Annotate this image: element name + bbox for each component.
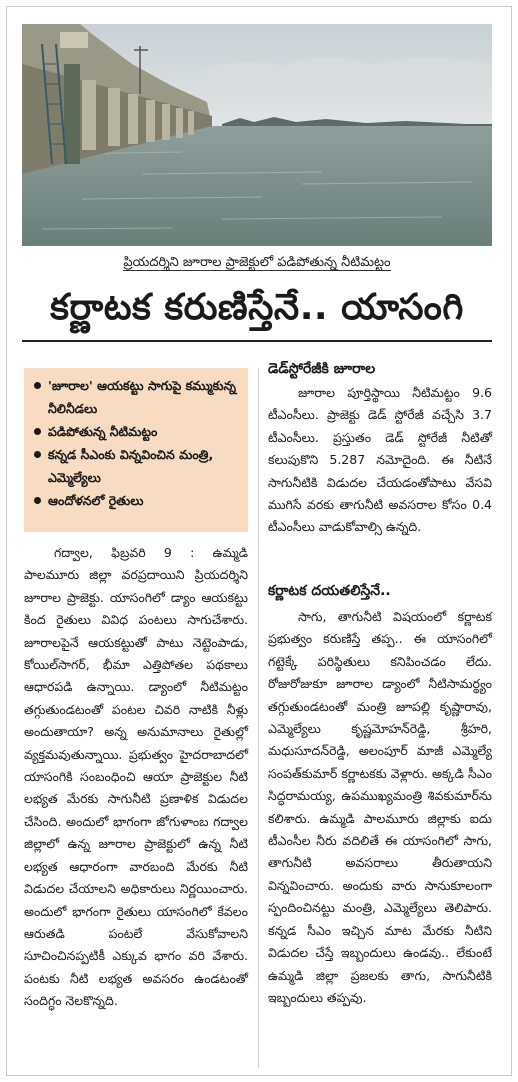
highlights-box <box>24 368 248 532</box>
highlight-item: పడిపోతున్న నీటిమట్టం <box>32 420 240 443</box>
photo-caption <box>22 254 492 272</box>
headline: కర్ణాటక కరుణిస్తేనే.. యాసంగి <box>50 287 464 328</box>
column-divider <box>258 368 259 1068</box>
right-column-part2 <box>268 606 492 1009</box>
subheading-karnataka: కర్ణాటక దయతలిస్తేనే.. <box>268 583 391 599</box>
highlight-item: 'జూరాల' ఆయకట్టు సాగుపై కమ్ముకున్న నీలినీడలు <box>32 374 240 420</box>
left-body-text: గద్వాల, ఫిబ్రవరి 9 : ఉమ్మడి పాలమూరు జిల్లా వరప్రదాయిని ప్రియదర్శిని జూరాల ప్రాజెక్టు. యాసంగిలో డ్యాం ఆయకట్టు కింద రైతులు వివిధ పంటలు సాగుచేశారు. జూరాలపైనే ఆయకట్టుతో పాటు నెట్టెంపాడు, కోయిల్‌సాగర్, భీమా ఎత్తిపోతల పథకాలు ఆధారపడి ఉన్నాయి. డ్యాంలో నీటిమట్టం తగ్గుతుండటంతో పంటల చివరి నాటికి నీళ్లు అందుతాయా? అన్న అనుమానాలు రైతుల్లో వ్యక్తమవుతున్నాయి. ప్రభుత్వం హైదరాబాదలో యాసంగికి సంబంధించి ఆయా ప్రాజెక్టుల నీటి లభ్యత మేరకు సాగునీటి ప్రణాళిక విడుదల చేసింది. అందులో భాగంగా జోగుళాంబ గద్వాల జిల్లాలో ఉన్న జూరాల ప్రాజెక్టులో ఉన్న నీటి లభ్యత ఆధారంగా వారబంది మేరకు నీటి విడుదల చేయాలని అధికారులు నిర్ణయించారు. అందులో భాగంగా రైతులు యాసంగిలో కేవలం ఆరుతడి పంటలే వేసుకోవాలని సూచించినప్పటికీ ఎక్కువ భాగం వరి వేశారు. పంటకు నీటి లభ్యత అవసరం ఉండటంతో సందిగ్ధం నెలకొన్నది. <box>24 545 248 1009</box>
right-body-text-2: సాగు, తాగునీటి విషయంలో కర్ణాటక ప్రభుత్వం కరుణిస్తే తప్ప.. ఈ యాసంగిలో గట్టెక్కే పరిస్థితులు కనిపించడం లేదు. రోజురోజుకూ జూరాల డ్యాంలో నీటిసామర్థ్యం తగ్గుతుండటంతో మంత్రి జూపల్లి కృష్ణారావు, ఎమ్మెల్యేలు కృష్ణమోహన్‌రెడ్డి, శ్రీహరి, మధుసూదన్‌రెడ్డి, అలంపూర్ మాజీ ఎమ్మెల్యే సంపత్‌కుమార్ కర్ణాటకకు వెళ్లారు. అక్కడి సీఎం సిద్ధరామయ్య, ఉపముఖ్యమంత్రి శివకుమార్‌ను కలిశారు. ఉమ్మడి పాలమూరు జిల్లాకు ఐదు టీఎంసీల నీరు వదిలితే ఈ యాసంగిలో సాగు, తాగునీటి అవసరాలు తీరుతాయని విన్నవించారు. అందుకు వారు సానుకూలంగా స్పందించినట్టు మంత్రి, ఎమ్మెల్యేలు తెలిపారు. కన్నడ సీఎం ఇచ్చిన మాట మేరకు నీటిని విడుదల చేస్తే ఇబ్బందులు ఉండవు.. లేకుంటే ఉమ్మడి జిల్లా ప్రజలకు తాగు, సాగునీటికి ఇబ్బందులు తప్పవు. <box>268 609 492 1005</box>
highlight-item: ఆందోళనలో రైతులు <box>32 489 240 512</box>
right-column-part1 <box>268 382 492 539</box>
left-column <box>24 542 248 1013</box>
right-body-text-1: జూరాల పూర్తిస్థాయి నీటిమట్టం 9.6 టీఎంసీలు. ప్రాజెక్టు డెడ్ స్టోరేజీ వచ్చేసి 3.7 టీఎంసీలు. ప్రస్తుతం డెడ్ స్టోరేజీ నీటితో కలుపుకొని 5.287 నమోదైంది. ఈ నీటినే సాగునీటికి విడుదల చేయడంతోపాటు వేసవి ముగిసే వరకు తాగునీటి అవసరాల కోసం 0.4 టీఎంసీలు వాడుకోవాల్సి ఉన్నది. <box>268 385 492 535</box>
dam-photo <box>22 24 492 246</box>
headline-rule <box>22 340 492 342</box>
dam-reservoir-photo-icon <box>22 24 492 246</box>
photo-caption-text: ప్రియదర్శిని జూరాల ప్రాజెక్టులో పడిపోతున్న నీటిమట్టం <box>123 255 391 270</box>
subheading-dead-storage: డెడ్‌స్టోరేజీకి జూరాల <box>268 361 376 377</box>
highlight-item: కన్నడ సీఎంకు విన్నవించిన మంత్రి, ఎమ్మెల్యేలు <box>32 443 240 489</box>
